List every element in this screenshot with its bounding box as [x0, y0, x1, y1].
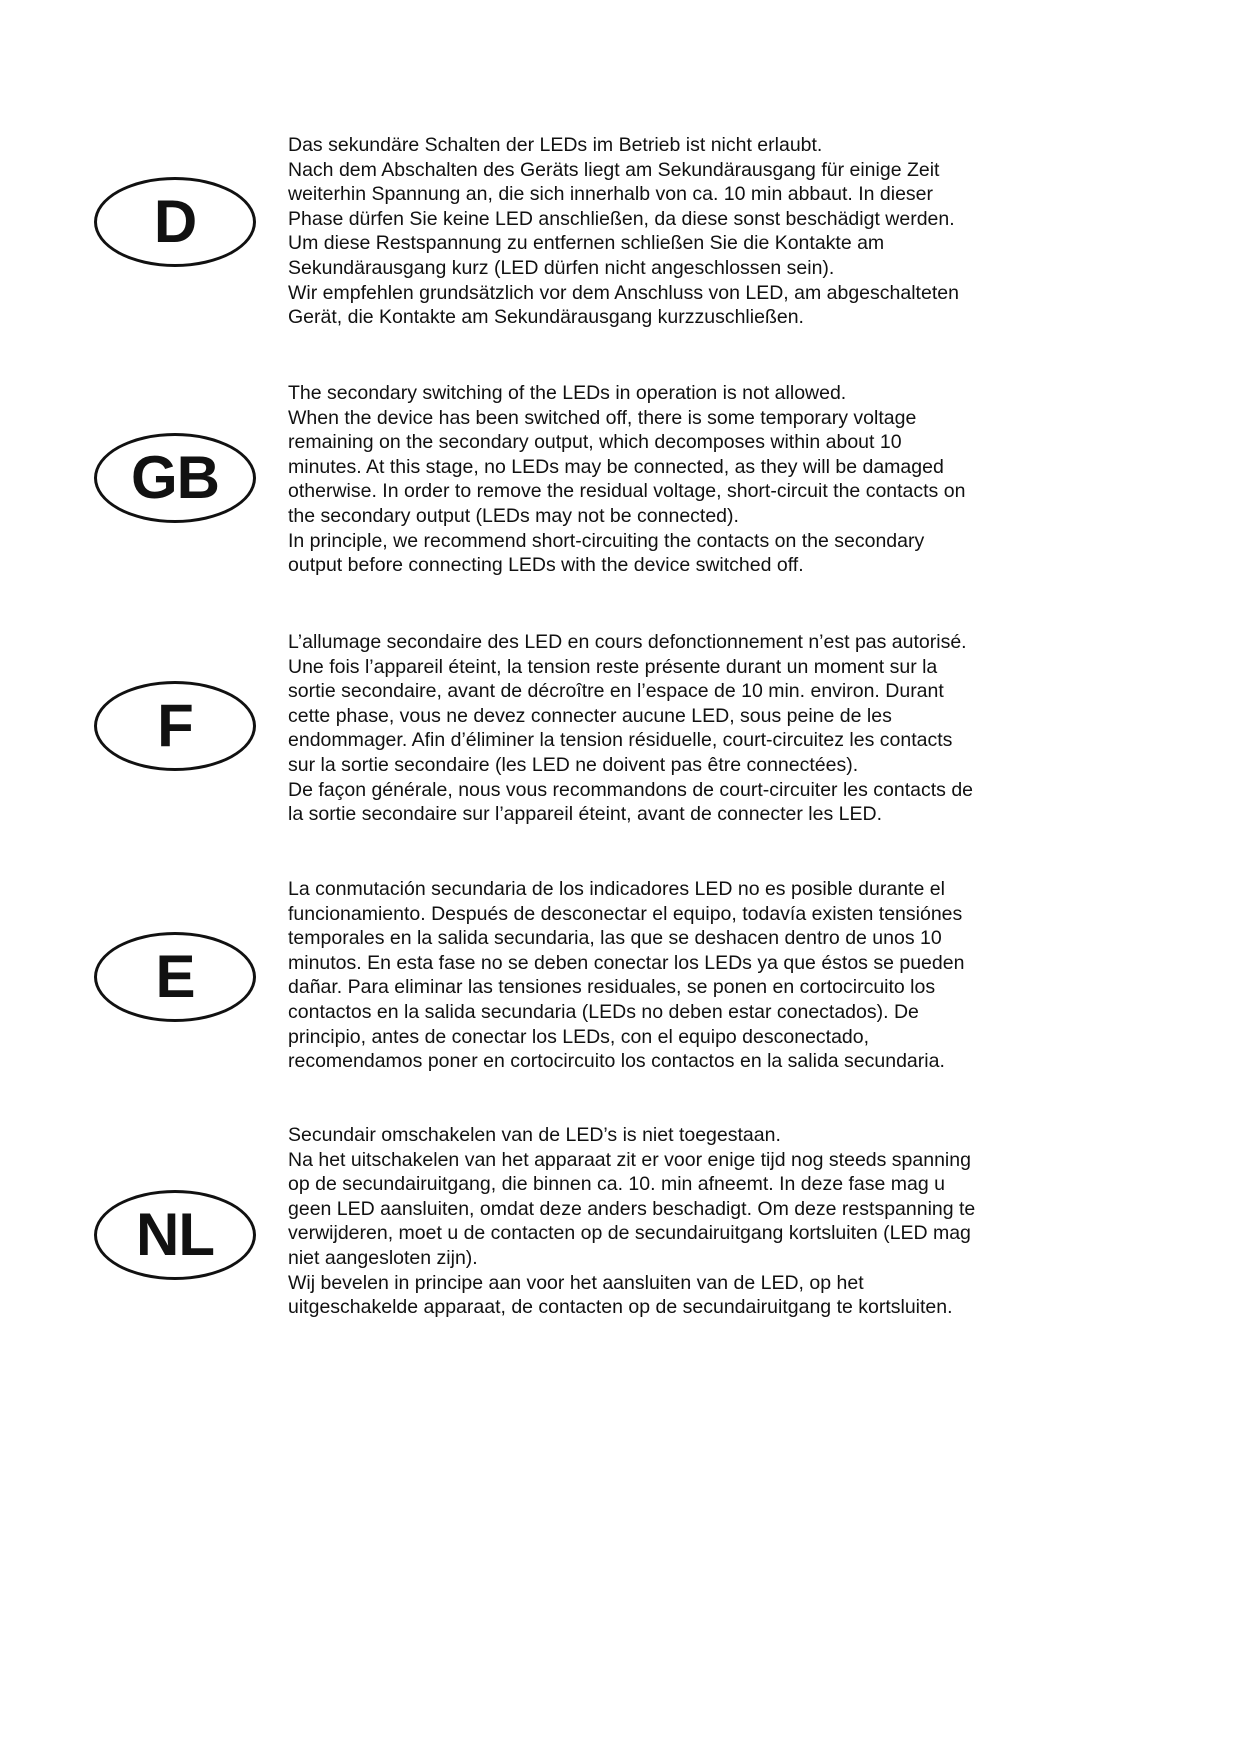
text-line: la sortie secondaire sur l’appareil éteint, avant de connecter les LED. — [288, 803, 882, 826]
text-line: weiterhin Spannung an, die sich innerhalb von ca. 10 min abbaut. In dieser — [288, 183, 934, 206]
text-line: Une fois l’appareil éteint, la tension reste présente durant un moment sur la — [288, 655, 938, 678]
text-line: La conmutación secundaria de los indicadores LED no es posible durante el — [288, 878, 945, 900]
text-line: Gerät, die Kontakte am Sekundärausgang kurzzuschließen. — [288, 306, 804, 329]
text-line: sortie secondaire, avant de décroître en l’espace de 10 min. environ. Durant — [288, 680, 944, 703]
country-badge-gb: GB — [94, 433, 256, 523]
paragraph-nl — [288, 1123, 1068, 1320]
text-line: When the device has been switched off, there is some temporary voltage — [288, 406, 917, 429]
text-line: Wir empfehlen grundsätzlich vor dem Anschluss von LED, am abgeschalteten — [288, 281, 959, 304]
text-line: minutos. En esta fase no se deben conectar los LEDs ya que éstos se pueden — [288, 951, 965, 974]
text-line: Nach dem Abschalten des Geräts liegt am Sekundärausgang für einige Zeit — [288, 158, 940, 181]
text-line: remaining on the secondary output, which decomposes within about 10 — [288, 431, 902, 454]
text-line: Das sekundäre Schalten der LEDs im Betrieb ist nicht erlaubt. — [288, 134, 823, 156]
text-line: cette phase, vous ne devez connecter aucune LED, sous peine de les — [288, 704, 892, 727]
text-line: Phase dürfen Sie keine LED anschließen, da diese sonst beschädigt werden. — [288, 207, 955, 230]
text-line: Na het uitschakelen van het apparaat zit er voor enige tijd nog steeds spanning — [288, 1148, 971, 1171]
text-line: uitgeschakelde apparaat, de contacten op de secundairuitgang te kortsluiten. — [288, 1296, 953, 1319]
text-line: Secundair omschakelen van de LED’s is niet toegestaan. — [288, 1124, 781, 1146]
country-badge-nl: NL — [94, 1190, 256, 1280]
country-badge-de: D — [94, 177, 256, 267]
text-line: funcionamiento. Después de desconectar el equipo, todavía existen tensiónes — [288, 902, 963, 925]
text-line: The secondary switching of the LEDs in operation is not allowed. — [288, 382, 847, 404]
text-line: Wij bevelen in principe aan voor het aansluiten van de LED, op het — [288, 1271, 864, 1294]
text-line: op de secundairuitgang, die binnen ca. 10. min afneemt. In deze fase mag u — [288, 1173, 945, 1196]
paragraph-es — [288, 877, 1068, 1074]
paragraph-de — [288, 133, 1068, 330]
text-line: De façon générale, nous vous recommandons de court-circuiter les contacts de — [288, 778, 974, 801]
text-line: otherwise. In order to remove the residual voltage, short-circuit the contacts on — [288, 480, 966, 503]
text-line: principio, antes de conectar los LEDs, con el equipo desconectado, — [288, 1025, 870, 1048]
paragraph-fr — [288, 630, 1068, 827]
text-line: sur la sortie secondaire (les LED ne doivent pas être connectées). — [288, 753, 859, 776]
text-line: output before connecting LEDs with the device switched off. — [288, 554, 804, 577]
text-line: verwijderen, moet u de contacten op de secundairuitgang kortsluiten (LED mag — [288, 1222, 971, 1245]
text-line: the secondary output (LEDs may not be connected). — [288, 504, 739, 527]
paragraph-gb — [288, 381, 1068, 578]
text-line: minutes. At this stage, no LEDs may be connected, as they will be damaged — [288, 455, 944, 478]
text-line: geen LED aansluiten, omdat deze anders beschadigt. Om deze restspanning te — [288, 1197, 976, 1220]
text-line: niet aangesloten zijn). — [288, 1246, 478, 1269]
text-line: Um diese Restspannung zu entfernen schließen Sie die Kontakte am — [288, 232, 885, 255]
text-line: In principle, we recommend short-circuiting the contacts on the secondary — [288, 529, 925, 552]
text-line: recomendamos poner en cortocircuito los contactos en la salida secundaria. — [288, 1050, 945, 1073]
country-badge-es: E — [94, 932, 256, 1022]
text-line: endommager. Afin d’éliminer la tension résiduelle, court-circuitez les contacts — [288, 729, 953, 752]
text-line: contactos en la salida secundaria (LEDs no deben estar conectados). De — [288, 1000, 919, 1023]
country-badge-fr: F — [94, 681, 256, 771]
text-line: temporales en la salida secundaria, las que se deshacen dentro de unos 10 — [288, 927, 942, 950]
text-line: L’allumage secondaire des LED en cours defonctionnement n’est pas autorisé. — [288, 631, 967, 653]
text-line: Sekundärausgang kurz (LED dürfen nicht angeschlossen sein). — [288, 256, 835, 279]
text-line: dañar. Para eliminar las tensiones residuales, se ponen en cortocircuito los — [288, 976, 936, 999]
